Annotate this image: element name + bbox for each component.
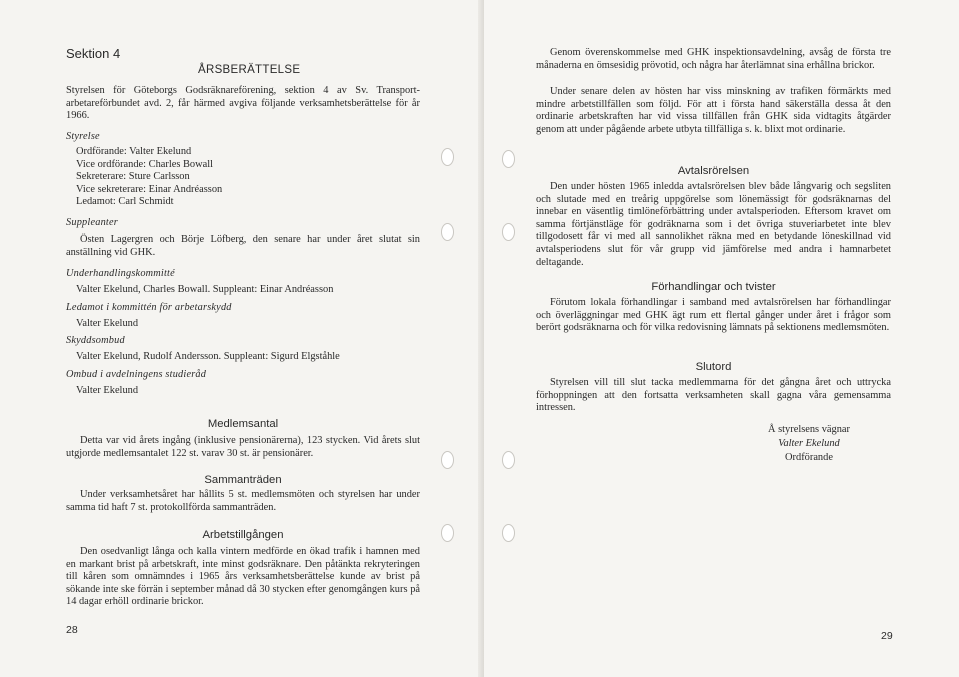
arbetstillgangen-text: Den osedvanligt långa och kalla vintern medförde en ökad trafik i hamnen med en markant brist på arbetskraft, inte minst godsräknare. Den påtänkta rekryteringen till kåren som omnämndes i 1965 års verksamhetsberättelse kunde av brist på sökande inte ske förrän i september månad då 30 stycken efter genomgången kurs på 14 dagar erhöll ordinarie brickor. [66, 546, 420, 608]
forhandlingar-text: Förutom lokala förhandlingar i samband med avtalsrörelsen har förhandlingar och överläggningar med GHK ägt rum ett flertal gånger under året i frågor som berört godsräknarna och för vilka redovisning lämnats på sektionens medlemsmöten. [536, 297, 891, 334]
signer-name: Valter Ekelund [778, 438, 840, 449]
studierad-text: Valter Ekelund [76, 385, 139, 396]
page-number-right: 29 [881, 630, 893, 642]
styrelse-line: Sekreterare: Sture Carlsson [76, 171, 190, 182]
styrelse-label: Styrelse [66, 131, 100, 142]
styrelse-line: Ledamot: Carl Schmidt [76, 196, 174, 207]
signature-block [734, 423, 884, 465]
underhandlingskommitte-text: Valter Ekelund, Charles Bowall. Suppleant: Einar Andréasson [76, 284, 334, 295]
intro-paragraph: Styrelsen för Göteborgs Godsräknareförening, sektion 4 av Sv. Transport-arbetareförbundet avd. 2, får härmed avgiva följande verksamhetsberättelse för år 1966. [66, 85, 420, 122]
punch-hole [502, 150, 515, 168]
punch-hole [502, 524, 515, 542]
suppleanter-text: Östen Lagergren och Börje Löfberg, den senare har under året slutat sin anställning vid GHK. [66, 234, 420, 258]
styrelse-list [76, 146, 222, 209]
suppleanter-label: Suppleanter [66, 217, 118, 228]
forhandlingar-heading: Förhandlingar och tvister [651, 281, 776, 293]
right-page [484, 0, 959, 677]
punch-hole [502, 223, 515, 241]
punch-hole [441, 524, 454, 542]
styrelse-line: Vice ordförande: Charles Bowall [76, 158, 214, 170]
avtalsrorelsen-text: Den under hösten 1965 inledda avtalsrörelsen blev både långvarig och segsliten och slutade med en treårig uppgörelse som lönemässigt för godsräknarnas del innebar en väsentlig timlöneförbättring under avtalsperioden. Eftersom kravet om samma förtjänstläge för godräknarna som i det övriga stuveriarbetet inte blev tillgodosett får vi med all sannolikhet räkna med en betydande löneskillnad vid avtalsperiodens slut för vår grupp vid jämförelse med andra i hamnarbetet deltagande. [536, 181, 891, 268]
skyddsombud-text: Valter Ekelund, Rudolf Andersson. Suppleant: Sigurd Elgståhle [76, 351, 340, 362]
closing-line: Å styrelsens vägnar [768, 424, 850, 435]
signer-title: Ordförande [785, 452, 833, 463]
page-number-left: 28 [66, 624, 78, 636]
sammantraden-text: Under verksamhetsåret har hållits 5 st. medlemsmöten och styrelsen har under samma tid haft 7 st. protokollförda sammanträden. [66, 489, 420, 513]
right-paragraph-2: Under senare delen av hösten har viss minskning av trafiken förmärkts med mindre arbetstillfällen som följd. För att i första hand säkerställa dessa åt den ordinarie arbetskraften har vid vissa tillfällen från GHK sida vidtagits åtgärder genom att under pågående arbete utbyta tillfälliga s. k. blixt mot ordinarie. [536, 86, 891, 135]
avtalsrorelsen-heading: Avtalsrörelsen [677, 165, 750, 177]
punch-hole [502, 451, 515, 469]
report-title: ÅRSBERÄTTELSE [198, 64, 301, 76]
styrelse-line: Vice sekreterare: Einar Andréasson [76, 183, 223, 195]
styrelse-line: Ordförande: Valter Ekelund [76, 146, 192, 157]
arbetarskydd-label: Ledamot i kommittén för arbetarskydd [66, 302, 232, 313]
medlemsantal-text: Detta var vid årets ingång (inklusive pensionärerna), 123 stycken. Vid årets slut utgjorde medlemsantalet 122 st. varav 30 st. är pensionärer. [66, 435, 420, 459]
punch-hole [441, 451, 454, 469]
arbetarskydd-text: Valter Ekelund [76, 318, 139, 329]
slutord-text: Styrelsen vill till slut tacka medlemmarna för det gångna året och uttrycka förhoppningen att den fortsatta verksamheten skall gagna våra gemensamma intressen. [536, 377, 891, 414]
skyddsombud-label: Skyddsombud [66, 335, 125, 346]
punch-hole [441, 148, 454, 166]
section-label: Sektion 4 [66, 46, 121, 61]
arbetstillgangen-heading: Arbetstillgången [202, 529, 284, 541]
slutord-heading: Slutord [695, 361, 732, 373]
medlemsantal-heading: Medlemsantal [207, 418, 279, 430]
underhandlingskommitte-label: Underhandlingskommitté [66, 268, 175, 279]
punch-hole [441, 223, 454, 241]
sammantraden-heading: Sammanträden [204, 474, 282, 486]
studierad-label: Ombud i avdelningens studieråd [66, 369, 207, 380]
right-paragraph-1: Genom överenskommelse med GHK inspektionsavdelning, avsåg de första tre månaderna en ömsesidig prövotid, och några har återlämnat sina erhållna brickor. [536, 47, 891, 71]
